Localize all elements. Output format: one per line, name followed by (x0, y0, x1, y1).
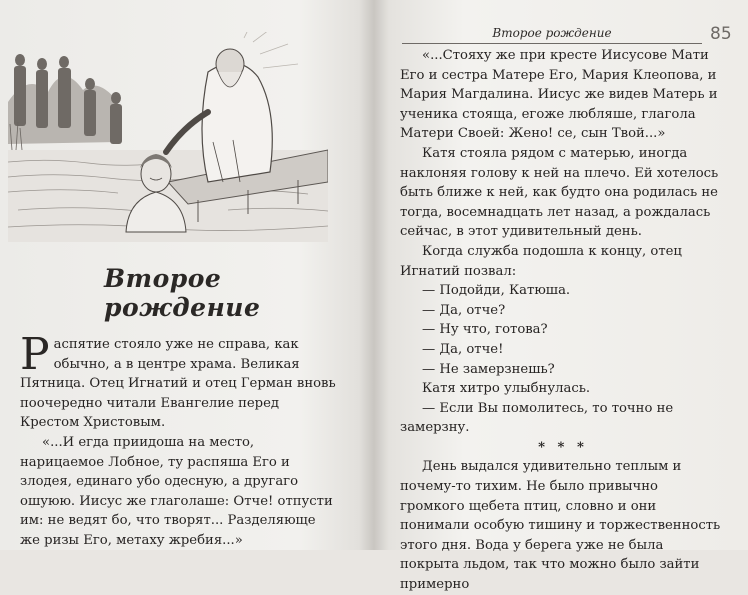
dialogue-line: — Да, отче? (422, 302, 506, 318)
katya-paragraph: Катя стояла рядом с матерью, иногда наклоняя голову к ней на плечо. Ей хотелось быть ближе к ней, как будто она родилась не тогда, восемнадцать лет назад, а рождалась сейчас, в этот удивительный день. (400, 145, 719, 240)
right-page-text (400, 46, 726, 595)
baptism-illustration (8, 32, 328, 242)
opening-paragraph (20, 329, 338, 433)
dialogue-line: — Если Вы помолитесь, то точно не замерзну. (400, 400, 674, 436)
gospel-quote-paragraph: «...И егда приидоша на место, нарицаемое Лобное, ту распяша Его и злодея, единаго убо одесную, а другаго ошуюю. Иисус же глаголаше: Отче! отпусти им: не ведят бо, что творят... Разделяюще же ризы Его, метаху жребия...» (20, 434, 333, 548)
dropcap: Р (20, 329, 50, 380)
section-separator: * * * (538, 439, 588, 455)
dialogue-line: — Подойди, Катюша. (422, 283, 571, 299)
left-page (0, 0, 372, 550)
left-page-text (20, 329, 338, 551)
dialogue-line: Катя хитро улыбнулась. (422, 381, 591, 397)
paragraph-text: аспятие стояло уже не справа, как обычно, а в центре храма. Великая Пятница. Отец Игнатий и отец Герман вновь поочередно читали Евангелие перед Крестом Христовым. (20, 337, 336, 431)
right-page (376, 0, 748, 593)
dialogue-line: — Не замерзнешь? (422, 361, 555, 377)
gospel-quote-paragraph: «...Стояху же при кресте Иисусове Мати Его и сестра Матере Его, Мария Клеопова, и Мария Магдалина. Иисус же видев Матерь и ученика стояща, егоже любляше, глагола Матери Своей: Жено! се, сын Твой...» (400, 48, 718, 142)
day-paragraph: День выдался удивительно теплым и почему-то тихим. Не было привычно громкого щебета птиц, словно и они понимали особую тишину и торжественность этого дня. Вода у берега уже не была покрыта льдом, так что можно было зайти примерно (400, 459, 721, 593)
dialogue-line: — Ну что, готова? (422, 322, 548, 338)
dialogue-line: — Да, отче! (422, 341, 504, 357)
running-header: Второе рождение (402, 26, 702, 44)
chapter-title: Второе рождение (104, 264, 261, 322)
service-paragraph: Когда служба подошла к концу, отец Игнатий позвал: (400, 243, 682, 279)
page-number: 85 (710, 24, 732, 44)
